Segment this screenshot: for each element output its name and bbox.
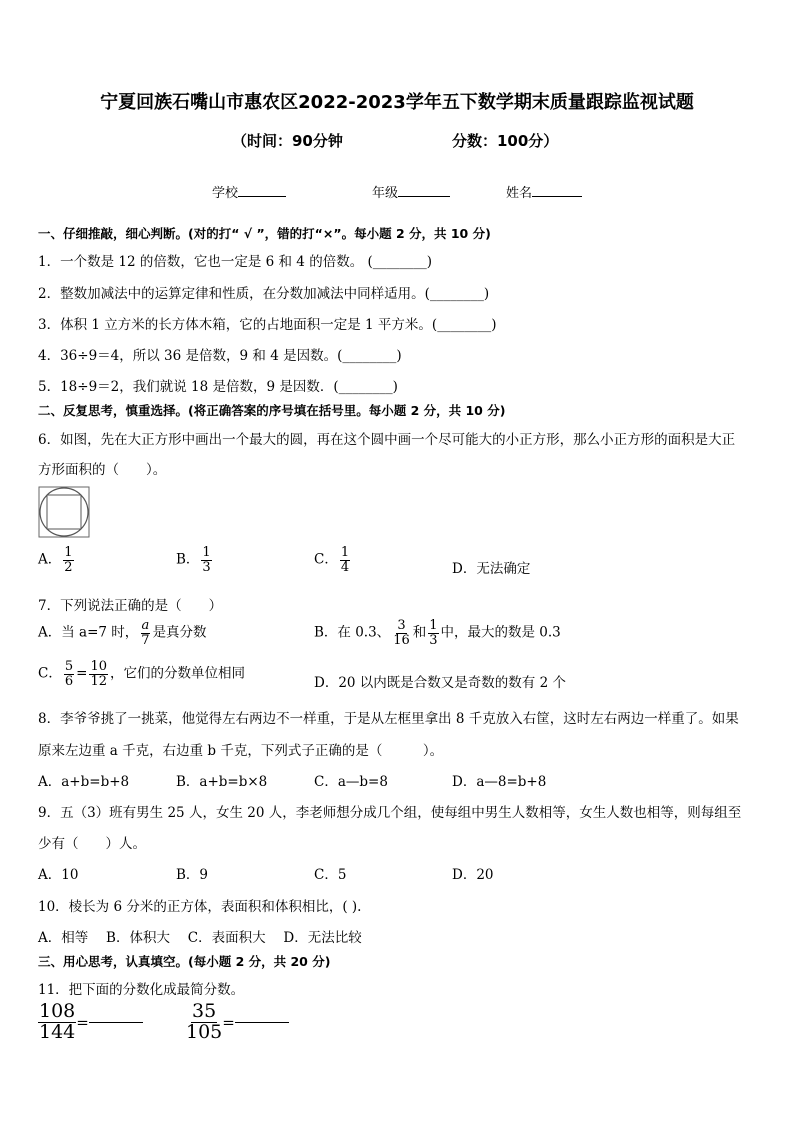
- question-4: 4．36÷9＝4，所以 36 是倍数，9 和 4 是因数。(________): [38, 348, 402, 364]
- school-label: 学校: [212, 186, 239, 201]
- name-field: [506, 182, 582, 201]
- question-8-line2: 原来左边重 a 千克，右边重 b 千克，下列式子正确的是（ ）。: [38, 743, 444, 759]
- question-2: 2．整数加减法中的运算定律和性质，在分数加减法中同样适用。(________): [38, 286, 490, 302]
- question-11-stem: 11．把下面的分数化成最简分数。: [38, 982, 245, 998]
- question-6-line2: 方形面积的（ ）。: [38, 462, 167, 478]
- q11-fraction-1: $\frac{108}{144}$ =: [38, 1002, 143, 1043]
- q6-option-c: C． $\frac{1}{4}$: [314, 545, 350, 575]
- question-10-stem: 10．棱长为 6 分米的正方体，表面积和体积相比，( ).: [38, 899, 362, 915]
- q6-option-b: B． $\frac{1}{3}$: [176, 545, 211, 575]
- square-circle-figure: [38, 486, 90, 538]
- question-9-line1: 9．五（3）班有男生 25 人，女生 20 人，李老师想分成几个组，使每组中男生人数相等，女生人数也相等，则每组至: [38, 805, 742, 821]
- q6-option-d: D．无法确定: [452, 561, 531, 577]
- question-1: 1．一个数是 12 的倍数，它也一定是 6 和 4 的倍数。 (________): [38, 254, 433, 270]
- grade-field: [372, 182, 450, 201]
- q7-option-b: B．在 0.3、 $\frac{3}{16}$ 和 $\frac{1}{3}$ 中，最大的数是 0.3: [314, 618, 561, 648]
- q8-option-d: D．a—8=b+8: [452, 774, 547, 790]
- question-3: 3．体积 1 立方米的长方体木箱，它的占地面积一定是 1 平方米。(________): [38, 317, 497, 333]
- question-5: 5．18÷9＝2，我们就说 18 是倍数，9 是因数．(________): [38, 379, 398, 395]
- question-6-line1: 6．如图，先在大正方形中画出一个最大的圆，再在这个圆中画一个尽可能大的小正方形，那么小正方形的面积是大正: [38, 432, 736, 448]
- q7-option-d: D．20 以内既是合数又是奇数的数有 2 个: [314, 675, 566, 691]
- q9-option-d: D．20: [452, 867, 494, 883]
- q8-option-a: A．a+b=b+8: [38, 774, 130, 790]
- section1-header: 一、仔细推敲，细心判断。(对的打“ √ ”，错的打“×”。每小题 2 分，共 10 分): [38, 226, 491, 241]
- page-title: 宁夏回族石嘴山市惠农区2022-2023学年五下数学期末质量跟踪监视试题: [100, 92, 694, 113]
- section3-header: 三、用心思考，认真填空。(每小题 2 分，共 20 分): [38, 954, 331, 969]
- name-label: 姓名: [506, 186, 533, 201]
- q7-option-a: A．当 a=7 时， $\frac{a}{7}$ 是真分数: [38, 618, 207, 648]
- q9-option-c: C．5: [314, 867, 347, 883]
- question-9-line2: 少有（ ）人。: [38, 836, 146, 852]
- exam-time: （时间：90分钟: [232, 132, 343, 150]
- section2-header: 二、反复思考，慎重选择。(将正确答案的序号填在括号里。每小题 2 分，共 10 分): [38, 403, 506, 418]
- exam-score: 分数：100分）: [452, 132, 559, 150]
- q10-options: A．相等 B．体积大 C．表面积大 D．无法比较: [38, 930, 362, 946]
- q7-option-c: C． $\frac{5}{6}$ = $\frac{10}{12}$ ，它们的分数单位相同: [38, 659, 245, 689]
- question-7-stem: 7．下列说法正确的是（ ）: [38, 598, 223, 614]
- inner-square: [47, 495, 81, 529]
- school-field: [212, 182, 286, 201]
- q8-option-c: C．a—b=8: [314, 774, 388, 790]
- q8-option-b: B．a+b=b×8: [176, 774, 268, 790]
- q11-fraction-2: $\frac{35}{105}$ =: [186, 1002, 289, 1043]
- q9-option-b: B．9: [176, 867, 209, 883]
- question-8-line1: 8．李爷爷挑了一挑菜，他觉得左右两边不一样重，于是从左框里拿出 8 千克放入右筐，这时左右两边一样重了。如果: [38, 711, 739, 727]
- grade-label: 年级: [372, 186, 399, 201]
- q9-option-a: A．10: [38, 867, 79, 883]
- q6-option-a: A． $\frac{1}{2}$: [38, 545, 73, 575]
